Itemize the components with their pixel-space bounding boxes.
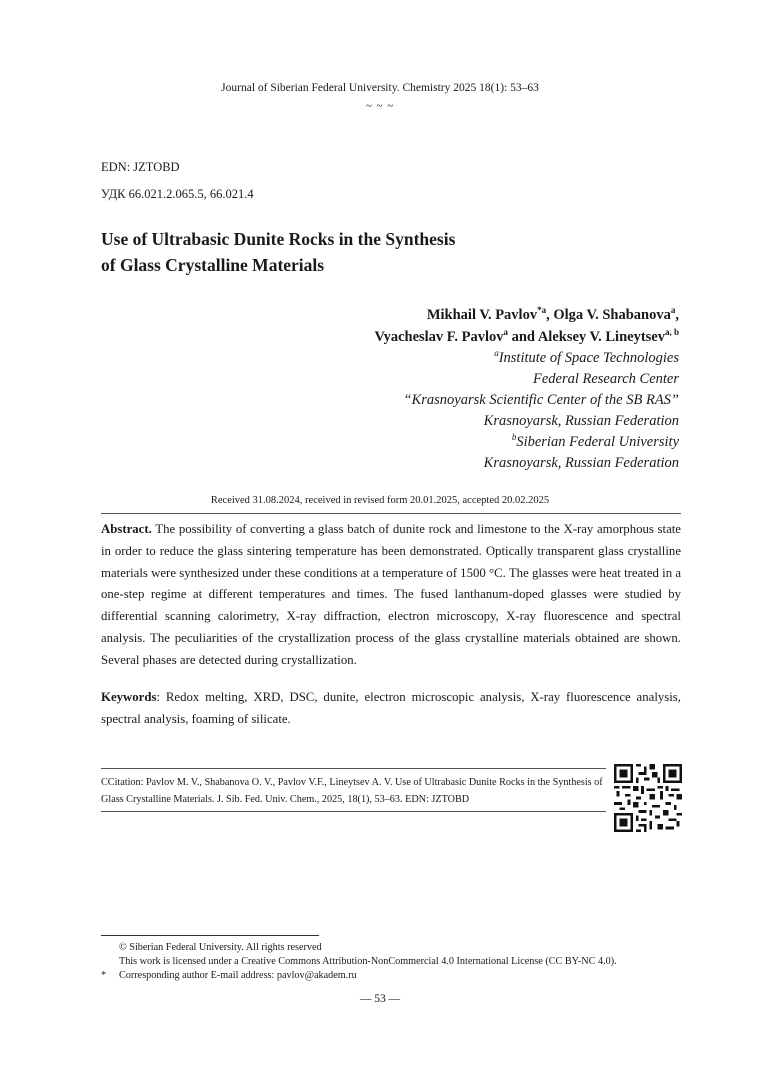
affiliation-sup: a <box>494 348 499 359</box>
journal-header: Journal of Siberian Federal University. Chemistry 2025 18(1): 53–63 <box>221 82 539 94</box>
author-sup: a <box>503 327 508 338</box>
footnote-corresponding <box>101 969 357 982</box>
author-name: Aleksey V. Lineytsev <box>537 329 665 345</box>
author-name: Mikhail V. Pavlov <box>426 307 538 323</box>
abstract <box>101 519 681 672</box>
author-separator: , <box>546 307 554 323</box>
footnote-text: © Siberian Federal University. All rights reserved <box>119 942 322 953</box>
abstract-text: The possibility of converting a glass batch of dunite rock and limestone to the X-ray amorphous state in order to reduce the glass sintering temperature has been demonstrated. Optically transparent glass crystalline materials were synthesized under these conditions at a temperature of 1500 °C. The glasses were heat treated in a one-step regime at different temperatures and times. The fused lanthanum-doped glasses were studied by differential scanning calorimetry, X-ray diffraction, electron microscopy, X-ray fluorescence and spectral analysis. The peculiarities of the crystallization process of the glass crystalline materials obtained are shown. Several phases are detected during crystallization. <box>101 522 681 667</box>
affiliation-line: Krasnoyarsk, Russian Federation <box>483 455 679 471</box>
qr-code-icon <box>614 764 682 832</box>
abstract-label: Abstract. <box>101 522 152 536</box>
author-and: and <box>507 329 538 345</box>
edn-code: EDN: JZTOBD <box>101 160 180 174</box>
affiliation-line <box>404 432 679 453</box>
header-ornament: ~ ~ ~ <box>365 100 395 112</box>
footnote-mark: * <box>101 970 107 981</box>
keywords <box>101 687 681 731</box>
author-sup: *a <box>537 305 547 316</box>
keywords-label: Keywords <box>101 690 157 704</box>
affiliation-sup: b <box>511 432 517 443</box>
affiliation-line <box>404 348 679 369</box>
author-name: Vyacheslav F. Pavlov <box>374 329 504 345</box>
affiliation-line: Federal Research Center <box>532 371 679 387</box>
footnote-copyright <box>101 941 322 954</box>
affiliation-text: Siberian Federal University <box>516 434 679 450</box>
article-title <box>101 226 661 278</box>
citation-top-rule <box>101 768 606 769</box>
affiliation-text: Institute of Space Technologies <box>498 350 679 366</box>
author-separator: , <box>675 307 679 323</box>
title-line-2: of Glass Crystalline Materials <box>101 255 325 275</box>
author-sup: a <box>670 305 676 316</box>
citation: CCitation: Pavlov M. V., Shabanova O. V., Pavlov V.F., Lineytsev A. V. Use of Ultrabasic Dunite Rocks in the Synthesis of Glass Crystalline Materials. J. Sib. Fed. Univ. Chem., 2025, 18(1), 53–63. EDN: JZTOBD <box>101 777 603 805</box>
title-line-1: Use of Ultrabasic Dunite Rocks in the Synthesis <box>101 229 456 249</box>
page-number: — 53 — <box>359 993 401 1005</box>
authors-line-1 <box>374 304 679 326</box>
footnote-text: This work is licensed under a Creative Commons Attribution-NonCommercial 4.0 International License (CC BY-NC 4.0). <box>119 956 617 967</box>
received-dates: Received 31.08.2024, received in revised form 20.01.2025, accepted 20.02.2025 <box>210 495 550 506</box>
keywords-text: : Redox melting, XRD, DSC, dunite, electron microscopic analysis, X-ray fluorescence analysis, spectral analysis, foaming of silicate. <box>101 690 681 726</box>
divider <box>101 513 681 514</box>
footnote-text: Corresponding author E-mail address: pavlov@akadem.ru <box>119 970 357 981</box>
author-list <box>374 304 679 348</box>
footnote-rule <box>101 935 319 936</box>
affiliation-line: Krasnoyarsk, Russian Federation <box>483 413 679 429</box>
author-sup: a, b <box>664 327 679 338</box>
udk-code: УДК 66.021.2.065.5, 66.021.4 <box>101 187 254 201</box>
authors-line-2 <box>374 326 679 348</box>
author-name: Olga V. Shabanova <box>553 307 671 323</box>
affiliations <box>404 348 679 474</box>
citation-bottom-rule <box>101 811 606 812</box>
affiliation-line: “Krasnoyarsk Scientific Center of the SB RAS” <box>403 392 679 408</box>
footnote-license <box>101 955 617 968</box>
